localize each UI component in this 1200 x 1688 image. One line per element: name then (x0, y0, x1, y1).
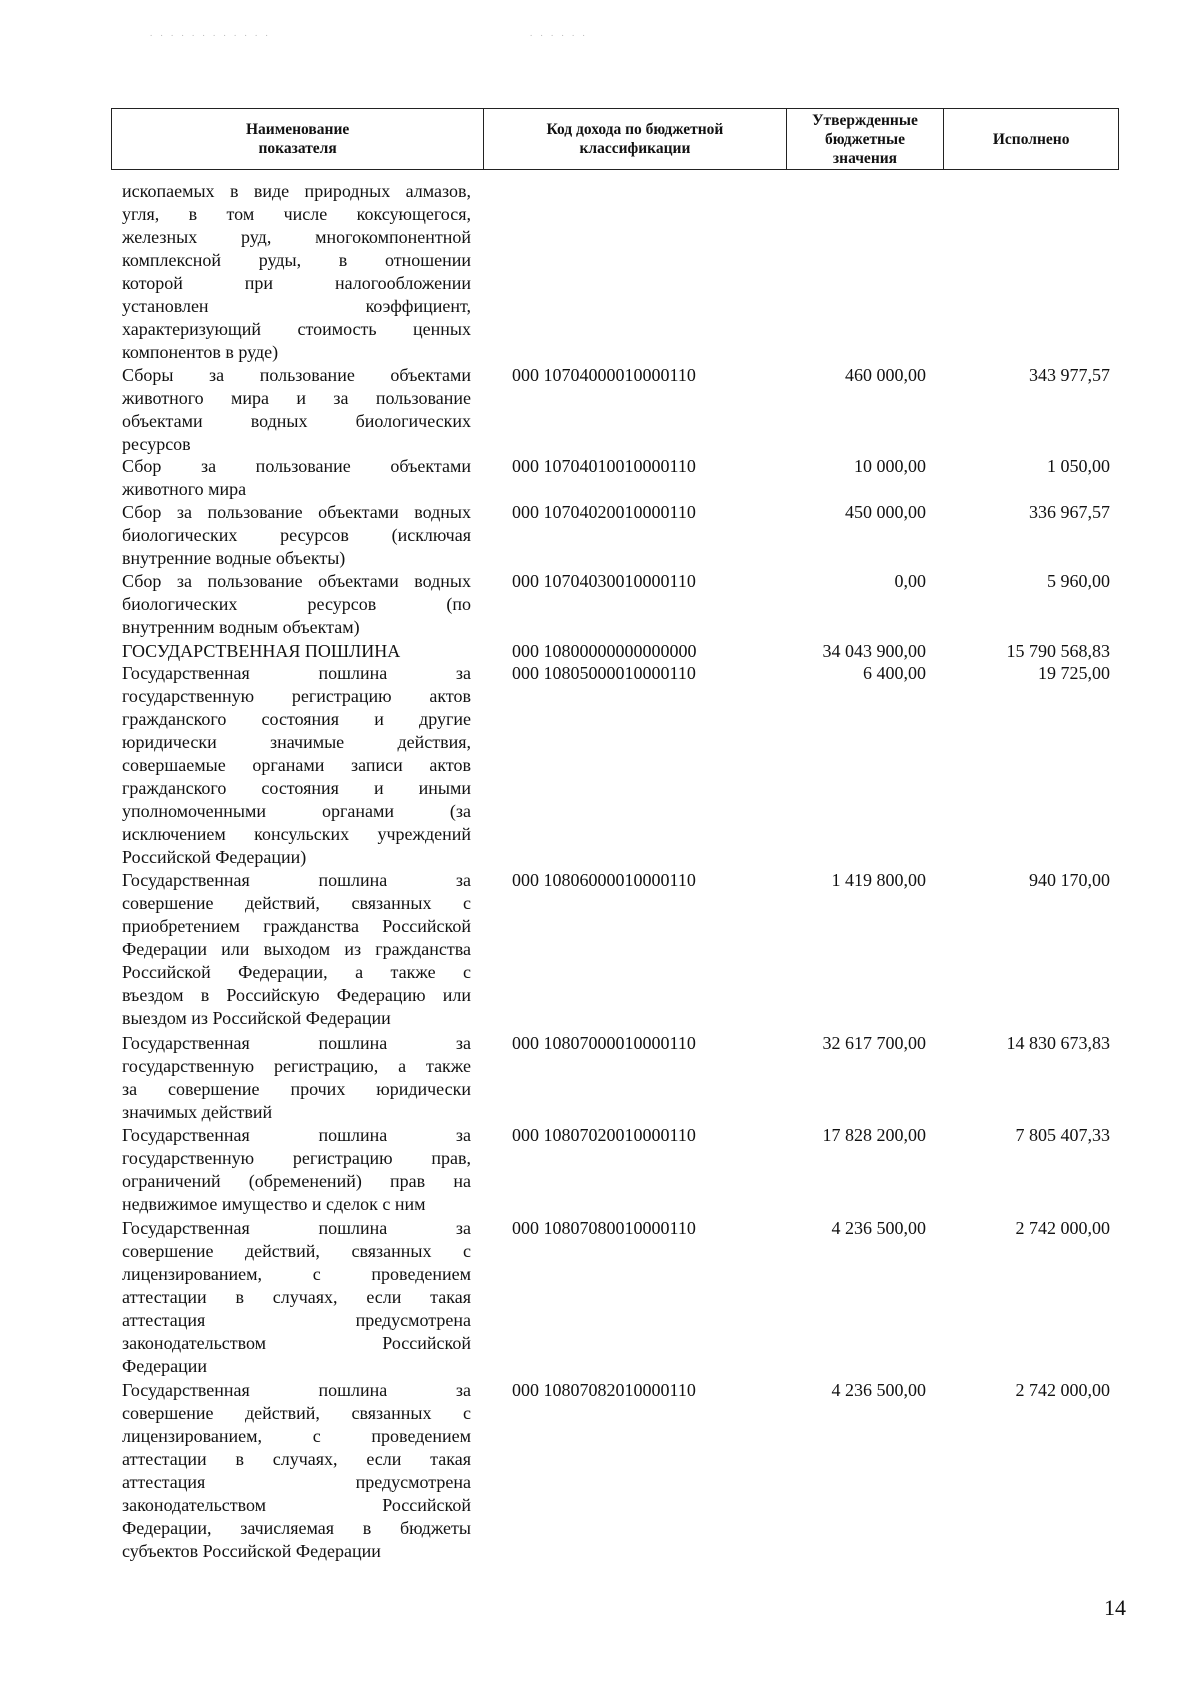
indicator-name-line: недвижимое имущество и сделок с ним (122, 1194, 426, 1214)
indicator-name (122, 1124, 471, 1216)
approved-value: 6 400,00 (863, 663, 926, 683)
indicator-name-line: железных руд, многокомпонентной (122, 227, 471, 247)
indicator-name-line: характеризующий стоимость ценных (122, 319, 471, 339)
executed-value: 14 830 673,83 (1006, 1033, 1110, 1053)
indicator-name-line: Государственная пошлина за (122, 870, 471, 890)
table-header (111, 108, 1119, 170)
indicator-name (122, 869, 471, 1030)
indicator-name-line: государственную регистрацию прав, (122, 1148, 471, 1168)
indicator-name-line: объектами водных биологических (122, 411, 471, 431)
indicator-name-line: Сборы за пользование объектами (122, 365, 471, 385)
indicator-name-line: государственную регистрацию актов (122, 686, 471, 706)
income-code: 000 10704000010000110 (512, 365, 696, 385)
indicator-name-line: животного мира и за пользование (122, 388, 471, 408)
indicator-name (122, 662, 471, 869)
indicator-name-line: Федерации, зачисляемая в бюджеты (122, 1518, 471, 1538)
indicator-name-line: комплексной руды, в отношении (122, 250, 471, 270)
indicator-name-line: Государственная пошлина за (122, 1125, 471, 1145)
approved-value: 450 000,00 (845, 502, 926, 522)
income-code: 000 10800000000000000 (512, 641, 697, 661)
indicator-name-line: выездом из Российской Федерации (122, 1008, 391, 1028)
indicator-name-line: угля, в том числе коксующегося, (122, 204, 471, 224)
indicator-name-line: которой при налогообложении (122, 273, 471, 293)
approved-value: 17 828 200,00 (822, 1125, 926, 1145)
executed-value: 19 725,00 (1038, 663, 1110, 683)
indicator-name-line: за совершение прочих юридически (122, 1079, 471, 1099)
indicator-name-line: ограничений (обременений) прав на (122, 1171, 471, 1191)
approved-value: 0,00 (894, 571, 926, 591)
header-done: Исполнено (992, 130, 1070, 148)
indicator-name-line: уполномоченными органами (за (122, 801, 471, 821)
income-code: 000 10805000010000110 (512, 663, 696, 683)
scan-artifact: . . . . . . . . . . . . (150, 28, 271, 38)
indicator-name-line: лицензированием, с проведением (122, 1264, 471, 1284)
indicator-name-line: установлен коэффициент, (122, 296, 471, 316)
indicator-name-line: Государственная пошлина за (122, 663, 471, 683)
header-name: Наименование показателя (112, 109, 484, 169)
scan-artifact: . . . . . . (530, 28, 588, 38)
executed-value: 2 742 000,00 (1015, 1380, 1110, 1400)
approved-value: 4 236 500,00 (831, 1218, 926, 1238)
indicator-name-line: совершение действий, связанных с (122, 1241, 471, 1261)
indicator-name-line: Федерации (122, 1356, 208, 1376)
indicator-name (122, 501, 471, 570)
indicator-name (122, 455, 471, 501)
indicator-name-line: гражданского состояния и другие (122, 709, 471, 729)
indicator-name-line: Федерации или выходом из гражданства (122, 939, 471, 959)
approved-value: 1 419 800,00 (831, 870, 926, 890)
indicator-name (122, 364, 471, 456)
indicator-name (122, 1217, 471, 1378)
executed-value: 2 742 000,00 (1015, 1218, 1110, 1238)
executed-value: 1 050,00 (1047, 456, 1110, 476)
indicator-name-line: приобретением гражданства Российской (122, 916, 471, 936)
indicator-name-line: компонентов в руде) (122, 342, 279, 362)
income-code: 000 10704010010000110 (512, 456, 696, 476)
indicator-name-line: животного мира (122, 479, 247, 499)
header-approved: Утвержденные бюджетные значения (787, 109, 945, 169)
indicator-name (122, 1032, 471, 1124)
indicator-name-line: Сбор за пользование объектами водных (122, 502, 471, 522)
income-code: 000 10704030010000110 (512, 571, 696, 591)
indicator-name-line: Государственная пошлина за (122, 1033, 471, 1053)
executed-value: 5 960,00 (1047, 571, 1110, 591)
indicator-name-line: совершение действий, связанных с (122, 1403, 471, 1423)
indicator-name-line: совершаемые органами записи актов (122, 755, 471, 775)
indicator-name-line: ГОСУДАРСТВЕННАЯ ПОШЛИНА (122, 641, 401, 661)
income-code: 000 10807080010000110 (512, 1218, 696, 1238)
indicator-name (122, 180, 471, 364)
indicator-name-line: Российской Федерации, а также с (122, 962, 471, 982)
approved-value: 32 617 700,00 (822, 1033, 926, 1053)
indicator-name-line: законодательством Российской (122, 1495, 471, 1515)
indicator-name-line: биологических ресурсов (по (122, 594, 471, 614)
executed-value: 7 805 407,33 (1015, 1125, 1110, 1145)
indicator-name-line: совершение действий, связанных с (122, 893, 471, 913)
indicator-name-line: Сбор за пользование объектами водных (122, 571, 471, 591)
income-code: 000 10704020010000110 (512, 502, 696, 522)
indicator-name-line: въездом в Российскую Федерацию или (122, 985, 471, 1005)
approved-value: 10 000,00 (854, 456, 926, 476)
indicator-name (122, 570, 471, 639)
indicator-name-line: значимых действий (122, 1102, 273, 1122)
indicator-name-line: лицензированием, с проведением (122, 1426, 471, 1446)
income-code: 000 10806000010000110 (512, 870, 696, 890)
indicator-name-line: юридически значимые действия, (122, 732, 471, 752)
executed-value: 940 170,00 (1029, 870, 1110, 890)
indicator-name-line: Сбор за пользование объектами (122, 456, 471, 476)
indicator-name-line: аттестация предусмотрена (122, 1310, 471, 1330)
header-code: Код дохода по бюджетной классификации (484, 109, 786, 169)
executed-value: 336 967,57 (1029, 502, 1110, 522)
income-code: 000 10807000010000110 (512, 1033, 696, 1053)
income-code: 000 10807082010000110 (512, 1380, 696, 1400)
executed-value: 343 977,57 (1029, 365, 1110, 385)
income-code: 000 10807020010000110 (512, 1125, 696, 1145)
indicator-name-line: внутренним водным объектам) (122, 617, 360, 637)
indicator-name-line: государственную регистрацию, а также (122, 1056, 471, 1076)
indicator-name-line: Государственная пошлина за (122, 1218, 471, 1238)
indicator-name (122, 1379, 471, 1563)
approved-value: 460 000,00 (845, 365, 926, 385)
indicator-name-line: Российской Федерации) (122, 847, 307, 867)
page-number: 14 (1104, 1595, 1126, 1620)
indicator-name-line: субъектов Российской Федерации (122, 1541, 381, 1561)
indicator-name-line: законодательством Российской (122, 1333, 471, 1353)
indicator-name-line: Государственная пошлина за (122, 1380, 471, 1400)
indicator-name-line: ресурсов (122, 434, 191, 454)
approved-value: 4 236 500,00 (831, 1380, 926, 1400)
executed-value: 15 790 568,83 (1006, 641, 1110, 661)
indicator-name-line: аттестация предусмотрена (122, 1472, 471, 1492)
indicator-name-line: ископаемых в виде природных алмазов, (122, 181, 471, 201)
indicator-name (122, 640, 471, 663)
indicator-name-line: аттестации в случаях, если такая (122, 1449, 471, 1469)
indicator-name-line: гражданского состояния и иными (122, 778, 471, 798)
approved-value: 34 043 900,00 (822, 641, 926, 661)
indicator-name-line: аттестации в случаях, если такая (122, 1287, 471, 1307)
indicator-name-line: внутренние водные объекты) (122, 548, 346, 568)
indicator-name-line: исключением консульских учреждений (122, 824, 471, 844)
indicator-name-line: биологических ресурсов (исключая (122, 525, 471, 545)
